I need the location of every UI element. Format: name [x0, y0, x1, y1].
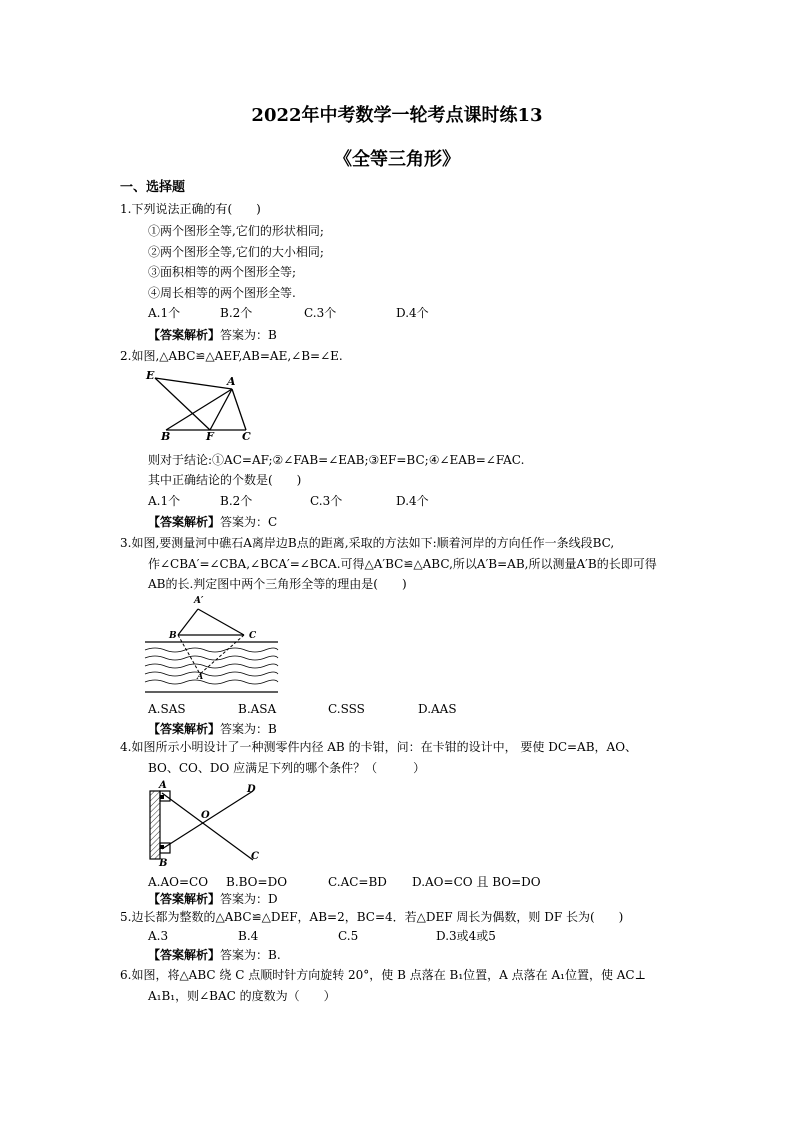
q3-label-b: B: [169, 631, 177, 641]
q4-option-b: B.BO=DO: [226, 875, 288, 889]
q4-line-1: 4.如图所示小明设计了一种测零件内径 AB 的卡钳，问：在卡钳的设计中， 要使 DC=AB，AO、: [120, 740, 638, 754]
page-title: 2022年中考数学一轮考点课时练13: [251, 105, 543, 126]
q1-option-a: A.1个: [148, 306, 181, 320]
answer-label: 【答案解析】: [148, 948, 221, 962]
q3-label-c: C: [249, 631, 257, 641]
q4-label-a: A: [159, 780, 167, 791]
answer-text: 答案为：D: [220, 892, 278, 906]
q4-label-b: B: [159, 858, 168, 869]
q2-option-c: C.3个: [310, 494, 343, 508]
answer-label: 【答案解析】: [148, 722, 221, 736]
q1-option-c: C.3个: [304, 306, 337, 320]
q2-ask: 其中正确结论的个数是( ): [148, 473, 302, 487]
q5-option-a: A.3: [148, 929, 169, 943]
q3-label-a-prime: A′: [194, 596, 204, 606]
q3-line-3: AB的长.判定图中两个三角形全等的理由是( ): [148, 577, 407, 591]
q2-option-a: A.1个: [148, 494, 181, 508]
q5-option-b: B.4: [238, 929, 259, 943]
q2-conclusions: 则对于结论:①AC=AF;②∠FAB=∠EAB;③EF=BC;④∠EAB=∠FAC.: [148, 453, 525, 467]
q2-answer: [148, 516, 277, 528]
answer-text: 答案为：B.: [220, 948, 281, 962]
q2-figure: [140, 368, 260, 444]
q3-line-1: 3.如图,要测量河中礁石A离岸边B点的距离,采取的方法如下:顺着河岸的方向任作一条线段BC,: [120, 536, 615, 550]
q2-label-b: B: [161, 430, 171, 443]
q1-answer: [148, 329, 277, 341]
q4-option-a: A.AO=CO: [148, 875, 209, 889]
q3-answer: [148, 723, 277, 735]
q3-label-a: A: [197, 671, 204, 681]
q1-option-d: D.4个: [396, 306, 429, 320]
page-subtitle: 《全等三角形》: [334, 149, 460, 170]
q6-line-2: A₁B₁，则∠BAC 的度数为（ ）: [148, 989, 336, 1003]
q1-item-4: ④周长相等的两个图形全等.: [148, 286, 296, 300]
q4-label-c: C: [251, 851, 259, 862]
q5-stem: 5.边长都为整数的△ABC≌△DEF，AB=2，BC=4．若△DEF 周长为偶数，则 DF 长为( ): [120, 910, 624, 924]
q3-option-b: B.ASA: [238, 702, 277, 716]
q2-option-b: B.2个: [220, 494, 253, 508]
answer-label: 【答案解析】: [148, 892, 221, 906]
q3-option-d: D.AAS: [418, 702, 457, 716]
q4-figure: [140, 777, 270, 869]
q5-option-c: C.5: [338, 929, 359, 943]
section-heading: 一、选择题: [120, 180, 186, 195]
q2-option-d: D.4个: [396, 494, 429, 508]
q4-option-c: C.AC=BD: [328, 875, 387, 889]
q4-line-2: BO、CO、DO 应满足下列的哪个条件？（ ）: [148, 761, 426, 775]
q4-option-d: D.AO=CO 且 BO=DO: [412, 875, 541, 889]
q1-item-3: ③面积相等的两个图形全等;: [148, 265, 297, 279]
q1-stem: 1.下列说法正确的有( ): [120, 202, 261, 216]
q2-stem: 2.如图,△ABC≌△AEF,AB=AE,∠B=∠E.: [120, 349, 343, 363]
answer-label: 【答案解析】: [148, 328, 221, 342]
q6-line-1: 6.如图，将△ABC 绕 C 点顺时针方向旋转 20°，使 B 点落在 B₁位置，A 点落在 A₁位置，使 AC⊥: [120, 968, 646, 982]
q4-answer: [148, 893, 278, 905]
q2-label-e: E: [146, 369, 155, 382]
answer-text: 答案为：B: [220, 328, 277, 342]
q5-answer: [148, 949, 281, 961]
q1-item-1: ①两个图形全等,它们的形状相同;: [148, 224, 324, 238]
answer-text: 答案为：B: [220, 722, 277, 736]
q4-label-d: D: [247, 784, 256, 795]
q3-option-a: A.SAS: [148, 702, 186, 716]
q4-label-o: O: [201, 810, 210, 821]
q2-label-c: C: [242, 430, 251, 443]
q3-figure: [140, 592, 280, 694]
answer-label: 【答案解析】: [148, 515, 221, 529]
q5-option-d: D.3或4或5: [436, 929, 496, 943]
q2-label-a: A: [227, 375, 236, 388]
answer-text: 答案为：C: [220, 515, 278, 529]
q2-label-f: F: [206, 430, 214, 443]
q1-item-2: ②两个图形全等,它们的大小相同;: [148, 245, 324, 259]
q3-option-c: C.SSS: [328, 702, 365, 716]
q1-option-b: B.2个: [220, 306, 253, 320]
q3-line-2: 作∠CBA′=∠CBA,∠BCA′=∠BCA.可得△A′BC≌△ABC,所以A′B=AB,所以测量A′B的长即可得: [148, 557, 657, 571]
